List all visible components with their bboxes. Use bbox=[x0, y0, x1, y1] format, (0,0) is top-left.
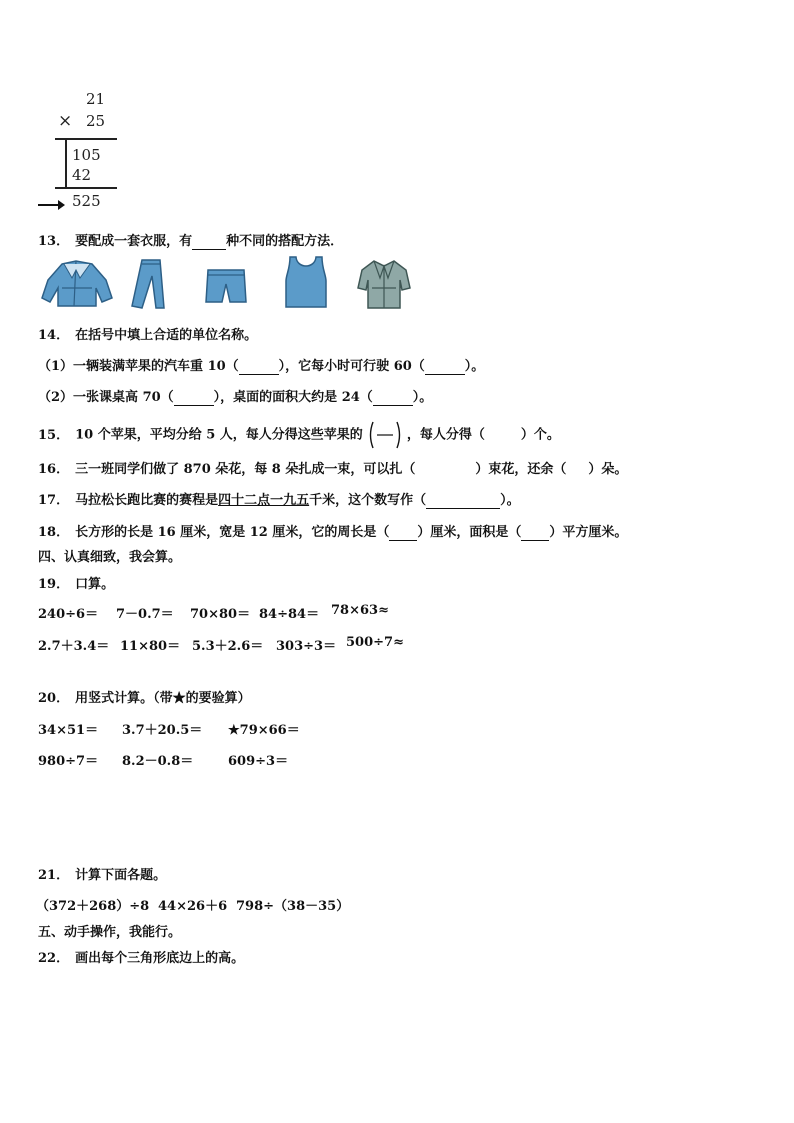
fraction-blank[interactable] bbox=[367, 420, 403, 450]
oral-calc-item: 84÷84＝ bbox=[259, 607, 320, 622]
oral-calc-item: 5.3＋2.6＝ bbox=[192, 639, 264, 654]
question-17: 17． 马拉松长跑比赛的赛程是四十二点一九五千米，这个数写作（ ）。 bbox=[38, 493, 520, 508]
product-result: 525 bbox=[72, 192, 101, 210]
calc-rule-2 bbox=[55, 187, 117, 189]
oral-calc-item: 303÷3＝ bbox=[276, 639, 337, 654]
oral-calc-item: 2.7＋3.4＝ bbox=[38, 639, 110, 654]
vertical-calc-item: 980÷7＝ bbox=[38, 754, 99, 769]
vertical-calc-item: 609÷3＝ bbox=[228, 754, 289, 769]
oral-calc-item: 240÷6＝ bbox=[38, 607, 99, 622]
question-19: 19． 口算。 bbox=[38, 577, 115, 592]
coat-icon bbox=[356, 258, 412, 310]
oral-calc-item: 70×80＝ bbox=[190, 607, 251, 622]
mixed-calc-item: （372＋268）÷8 bbox=[36, 899, 150, 914]
question-20: 20． 用竖式计算。（带★的要验算） bbox=[38, 691, 251, 706]
question-18: 18． 长方形的长是 16 厘米，宽是 12 厘米，它的周长是（ ）厘米，面积是（ ）平方厘米。 bbox=[38, 525, 628, 540]
answer-blank[interactable] bbox=[239, 359, 279, 375]
partial-product-1: 105 bbox=[72, 146, 101, 164]
jacket-icon bbox=[40, 258, 114, 308]
section-4-heading: 四、认真细致，我会算。 bbox=[38, 550, 182, 565]
question-22: 22． 画出每个三角形底边上的高。 bbox=[38, 951, 245, 966]
oral-calc-item: 78×63≈ bbox=[331, 603, 389, 618]
trousers-icon bbox=[124, 258, 168, 310]
oral-calc-item: 11×80＝ bbox=[120, 639, 181, 654]
arrow-right-icon bbox=[36, 198, 66, 212]
answer-blank[interactable] bbox=[425, 359, 465, 375]
question-21: 21． 计算下面各题。 bbox=[38, 868, 167, 883]
underlined-number-words: 四十二点一九五 bbox=[218, 493, 310, 508]
times-sign: × bbox=[58, 111, 73, 131]
shorts-icon bbox=[204, 266, 248, 306]
question-14: 14． 在括号中填上合适的单位名称。 bbox=[38, 328, 258, 343]
partial-product-2: 42 bbox=[72, 166, 92, 184]
vertical-calc-item: ★79×66＝ bbox=[228, 723, 300, 738]
answer-blank[interactable] bbox=[521, 525, 549, 541]
vertical-calc-item: 3.7＋20.5＝ bbox=[122, 723, 203, 738]
vest-icon bbox=[284, 255, 328, 309]
vertical-calc-item: 34×51＝ bbox=[38, 723, 99, 738]
answer-blank[interactable] bbox=[426, 493, 500, 509]
oral-calc-item: 7－0.7＝ bbox=[116, 607, 174, 622]
question-15: 15． 10 个苹果，平均分给 5 人，每人分得这些苹果的 ，每人分得（ ）个。 bbox=[38, 420, 560, 450]
answer-blank[interactable] bbox=[373, 390, 413, 406]
answer-blank[interactable] bbox=[389, 525, 417, 541]
question-14-2: （2）一张课桌高 70（ ），桌面的面积大约是 24（ ）。 bbox=[38, 390, 433, 405]
mixed-calc-item: 798÷（38－35） bbox=[236, 899, 350, 914]
multiplier: 25 bbox=[86, 112, 106, 130]
multiplicand: 21 bbox=[86, 90, 106, 108]
answer-blank[interactable] bbox=[174, 390, 214, 406]
section-5-heading: 五、动手操作，我能行。 bbox=[38, 925, 182, 940]
question-14-1: （1）一辆装满苹果的汽车重 10（ ），它每小时可行驶 60（ ）。 bbox=[38, 359, 485, 374]
question-13: 13． 要配成一套衣服，有 种不同的搭配方法． bbox=[38, 234, 344, 249]
calc-side-line bbox=[65, 138, 67, 188]
mixed-calc-item: 44×26＋6 bbox=[158, 899, 228, 914]
oral-calc-item: 500÷7≈ bbox=[346, 635, 404, 650]
vertical-calc-item: 8.2－0.8＝ bbox=[122, 754, 194, 769]
question-16: 16． 三一班同学们做了 870 朵花，每 8 朵扎成一束，可以扎（ ）束花，还余（ ）朵。 bbox=[38, 462, 628, 477]
answer-blank[interactable] bbox=[192, 234, 226, 250]
